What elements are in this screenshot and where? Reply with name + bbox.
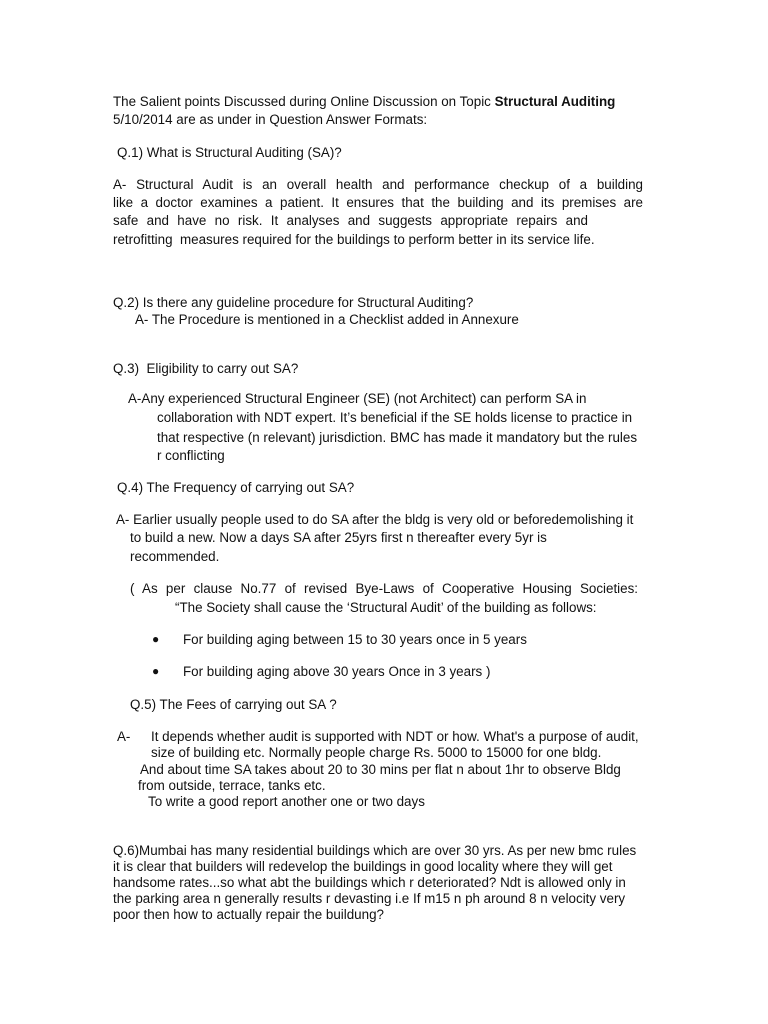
q1-answer-line-2: like a doctor examines a patient. It ensures that the building and its premises are — [113, 195, 643, 210]
q5-answer-line-3: And about time SA takes about 20 to 30 mins per flat n about 1hr to observe Bldg — [140, 762, 621, 777]
q4-answer-line-1: A- Earlier usually people used to do SA after the bldg is very old or beforedemolishing it — [116, 512, 634, 527]
q1-answer-line-4: retrofitting measures required for the buildings to perform better in its service life. — [113, 232, 595, 247]
q4-clause-line-1: ( As per clause No.77 of revised Bye-Laws of Cooperative Housing Societies: — [130, 581, 638, 596]
q6-line-1: Q.6)Mumbai has many residential buildings which are over 30 yrs. As per new bmc rules — [113, 843, 637, 858]
q6-line-3: handsome rates...so what abt the buildings which r deteriorated? Ndt is allowed only in — [113, 875, 626, 890]
q4-clause-line-2: “The Society shall cause the ‘Structural Audit’ of the building as follows: — [175, 600, 597, 615]
intro-topic: Structural Auditing — [494, 94, 616, 109]
q3-answer-line-2: collaboration with NDT expert. It’s beneficial if the SE holds license to practice in — [157, 410, 633, 425]
q3-answer-line-4: r conflicting — [157, 448, 225, 463]
intro-line-1 — [113, 93, 615, 111]
q5-answer-prefix: A- — [117, 729, 131, 744]
q4-answer-line-2: to build a new. Now a days SA after 25yrs first n thereafter every 5yr is — [130, 530, 547, 545]
q5-answer-line-5: To write a good report another one or two days — [148, 794, 425, 809]
bullet-icon: ● — [152, 632, 160, 646]
q4-bullet-1: For building aging between 15 to 30 years once in 5 years — [183, 632, 527, 647]
intro-text: The Salient points Discussed during Online Discussion on Topic — [113, 94, 495, 109]
q4-answer-line-3: recommended. — [130, 549, 220, 564]
q5-answer-line-4: from outside, terrace, tanks etc. — [138, 778, 326, 793]
q5-question: Q.5) The Fees of carrying out SA ? — [130, 697, 337, 712]
q3-question: Q.3) Eligibility to carry out SA? — [113, 361, 299, 376]
bullet-icon: ● — [152, 664, 160, 678]
q5-answer-line-2: size of building etc. Normally people charge Rs. 5000 to 15000 for one bldg. — [151, 745, 602, 760]
q2-question: Q.2) Is there any guideline procedure for Structural Auditing? — [113, 295, 474, 310]
q6-line-5: poor then how to actually repair the buildung? — [113, 907, 384, 922]
q1-answer-line-3: safe and have no risk. It analyses and suggests appropriate repairs and — [113, 213, 588, 228]
q4-bullet-2: For building aging above 30 years Once in 3 years ) — [183, 664, 491, 679]
q6-line-2: it is clear that builders will redevelop the buildings in good locality where they will get — [113, 859, 613, 874]
q2-answer: A- The Procedure is mentioned in a Checklist added in Annexure — [135, 312, 519, 327]
q6-line-4: the parking area n generally results r devasting i.e If m15 n ph around 8 n velocity very — [113, 891, 626, 906]
q3-answer-line-3: that respective (n relevant) jurisdiction. BMC has made it mandatory but the rules — [157, 430, 638, 445]
intro-line-2: 5/10/2014 are as under in Question Answer Formats: — [113, 112, 428, 127]
q1-question: Q.1) What is Structural Auditing (SA)? — [117, 145, 342, 160]
q5-answer-line-1: It depends whether audit is supported with NDT or how. What's a purpose of audit, — [151, 729, 639, 744]
q3-answer-line-1: A-Any experienced Structural Engineer (SE) (not Architect) can perform SA in — [128, 391, 587, 406]
q1-answer-line-1: A- Structural Audit is an overall health and performance checkup of a building — [113, 177, 643, 192]
q4-question: Q.4) The Frequency of carrying out SA? — [117, 480, 355, 495]
